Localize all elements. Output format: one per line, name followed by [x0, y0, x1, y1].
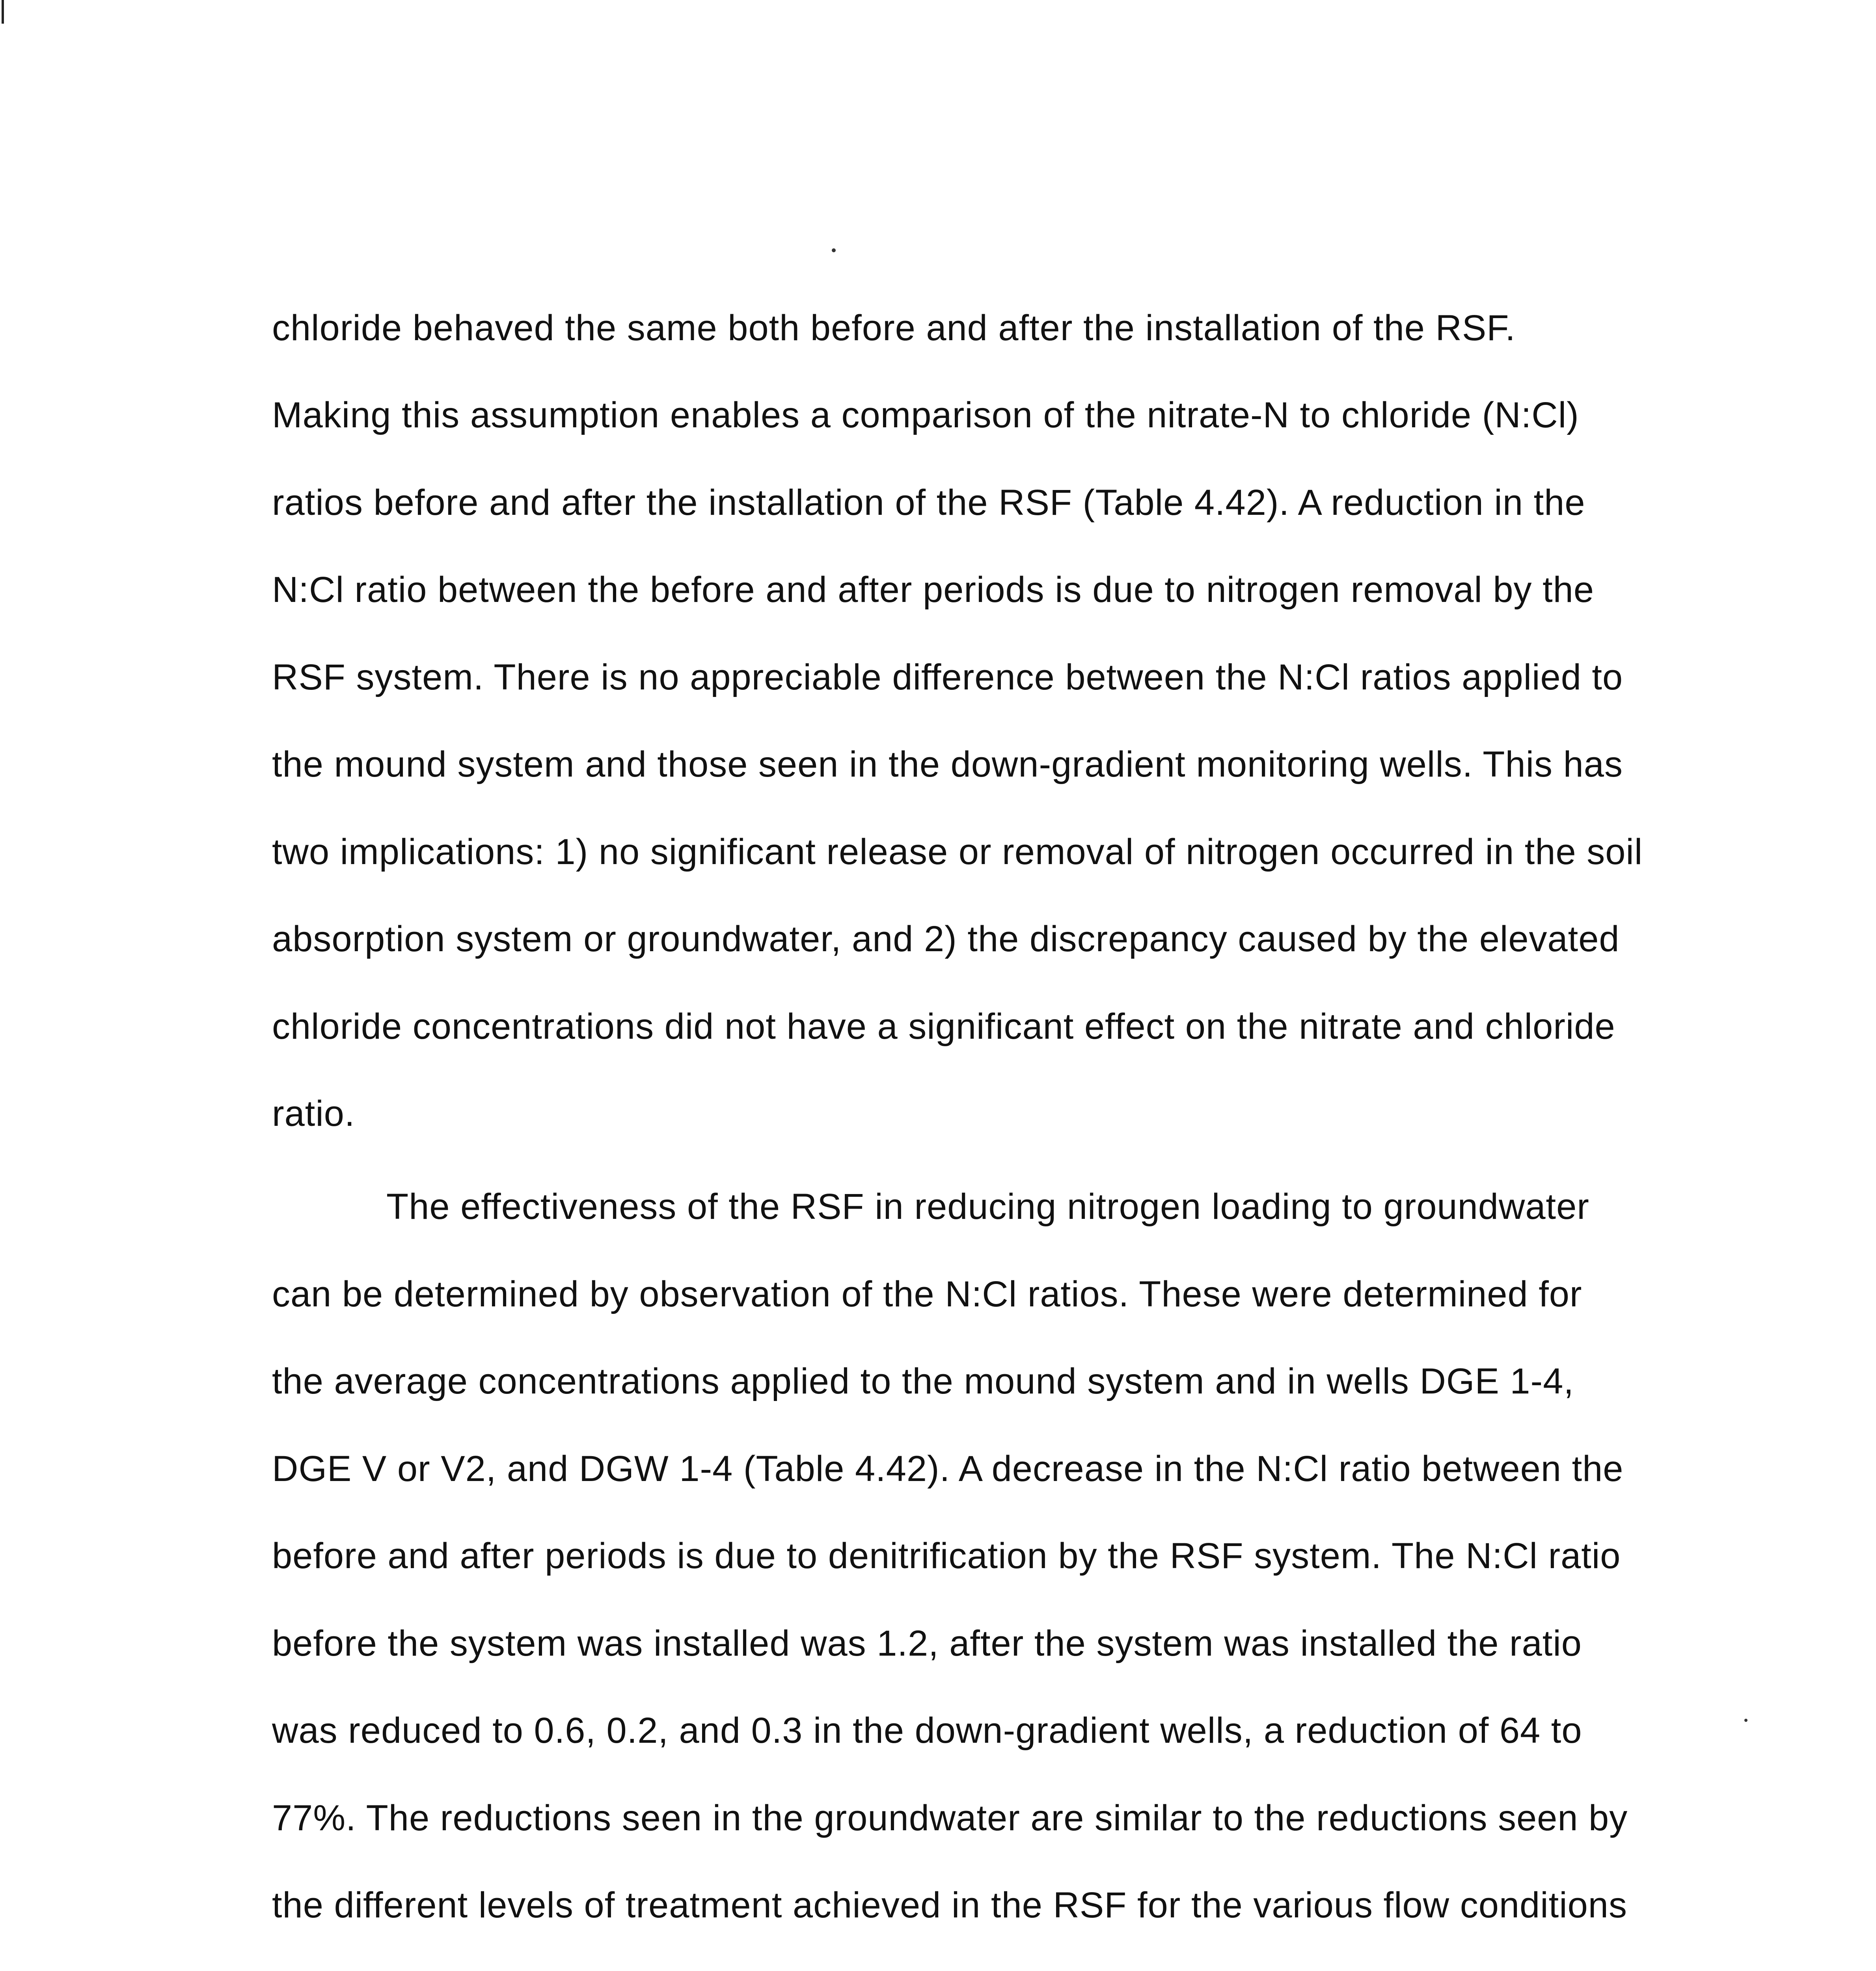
scan-edge-mark	[2, 0, 4, 24]
paragraph-1-line-6: the mound system and those seen in the down-gradient monitoring wells. This has	[272, 744, 1623, 784]
paragraph-1-line-4: N:Cl ratio between the before and after periods is due to nitrogen removal by the	[272, 570, 1595, 610]
paragraph-2-line-9: the different levels of treatment achieved in the RSF for the various flow conditions	[272, 1885, 1627, 1925]
paragraph-1-line-1: chloride behaved the same both before and after the installation of the RSF.	[272, 308, 1516, 348]
paragraph-2-line-1: The effectiveness of the RSF in reducing nitrogen loading to groundwater	[386, 1187, 1589, 1227]
scan-speck	[832, 248, 836, 252]
scan-speck	[1744, 1719, 1747, 1722]
paragraph-1-line-3: ratios before and after the installation of the RSF (Table 4.42). A reduction in the	[272, 483, 1585, 523]
paragraph-2-line-6: before the system was installed was 1.2, after the system was installed the ratio	[272, 1623, 1582, 1664]
paragraph-1-line-10: ratio.	[272, 1094, 355, 1134]
paragraph-1-line-7: two implications: 1) no significant release or removal of nitrogen occurred in the soil	[272, 832, 1643, 872]
paragraph-1-line-9: chloride concentrations did not have a significant effect on the nitrate and chloride	[272, 1006, 1615, 1047]
paragraph-1-line-5: RSF system. There is no appreciable difference between the N:Cl ratios applied to	[272, 657, 1623, 697]
paragraph-2-line-3: the average concentrations applied to the mound system and in wells DGE 1-4,	[272, 1361, 1574, 1401]
paragraph-1-line-2: Making this assumption enables a comparison of the nitrate-N to chloride (N:Cl)	[272, 395, 1579, 435]
paragraph-2-line-2: can be determined by observation of the N:Cl ratios. These were determined for	[272, 1274, 1582, 1314]
paragraph-2-line-4: DGE V or V2, and DGW 1-4 (Table 4.42). A decrease in the N:Cl ratio between the	[272, 1449, 1624, 1489]
paragraph-2-line-5: before and after periods is due to denitrification by the RSF system. The N:Cl ratio	[272, 1536, 1621, 1576]
paragraph-2-line-7: was reduced to 0.6, 0.2, and 0.3 in the down-gradient wells, a reduction of 64 to	[272, 1710, 1582, 1751]
paragraph-2-line-8: 77%. The reductions seen in the groundwater are similar to the reductions seen by	[272, 1798, 1628, 1838]
paragraph-1-line-8: absorption system or groundwater, and 2) the discrepancy caused by the elevated	[272, 919, 1620, 959]
